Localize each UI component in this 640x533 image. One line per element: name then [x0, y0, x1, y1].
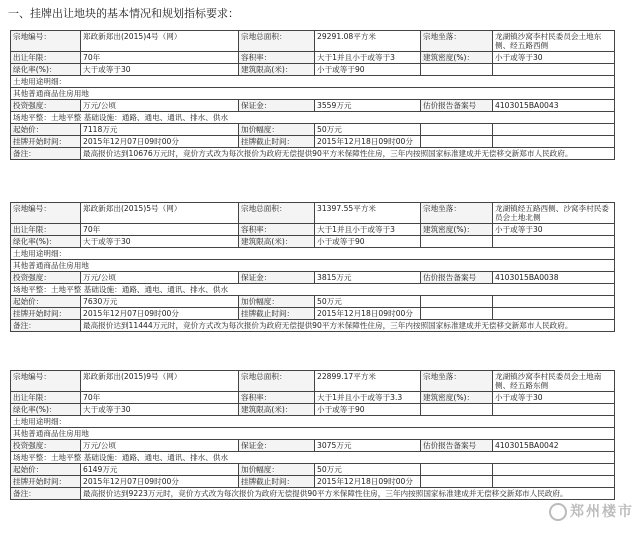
parcel-location: 龙湖镇沙窝李村民委员会土地东侧、经五路西侧 — [493, 31, 615, 52]
parcel-code: 郑政新郑出(2015)9号（网） — [81, 371, 239, 392]
density-label: 建筑密度(%)： — [421, 52, 493, 64]
row-leveling — [11, 112, 615, 124]
empty-cell — [421, 64, 493, 76]
listing-start-label: 挂牌开始时间： — [11, 476, 81, 488]
row-listing — [11, 136, 615, 148]
start-price-label: 起始价： — [11, 464, 81, 476]
appraisal-label: 估价报告备案号 — [421, 440, 493, 452]
parcel-deposit: 3815万元 — [315, 272, 421, 284]
height-label: 建筑限高(米)： — [239, 64, 315, 76]
row-use — [11, 428, 615, 440]
parcel-note: 最高报价达到10676万元时，竞价方式改为每次报价为政府无偿提供90平方米保障性住房，三年内按照国家标准建成并无偿移交新郑市人民政府。 — [81, 148, 615, 160]
parcel-height: 小于或等于90 — [315, 64, 421, 76]
row-use-detail — [11, 416, 615, 428]
invest-label: 投资强度： — [11, 272, 81, 284]
parcel-density: 小于或等于30 — [493, 52, 615, 64]
parcel-term: 70年 — [81, 224, 239, 236]
parcel-listing-start: 2015年12月07日09时00分 — [81, 308, 239, 320]
parcel-appraisal: 4103015BA0038 — [493, 272, 615, 284]
far-label: 容积率： — [239, 224, 315, 236]
listing-end-label: 挂牌截止时间： — [239, 308, 315, 320]
area-label: 宗地总面积： — [239, 371, 315, 392]
parcel-green: 大于或等于30 — [81, 236, 239, 248]
empty-cell — [421, 404, 493, 416]
invest-label: 投资强度： — [11, 440, 81, 452]
parcel-increment: 50万元 — [315, 464, 421, 476]
parcel-deposit: 3559万元 — [315, 100, 421, 112]
listing-end-label: 挂牌截止时间： — [239, 136, 315, 148]
listing-start-label: 挂牌开始时间： — [11, 136, 81, 148]
empty-cell — [493, 136, 615, 148]
empty-cell — [493, 124, 615, 136]
appraisal-label: 估价报告备案号 — [421, 100, 493, 112]
land-use: 其他普通商品住房用地 — [11, 428, 615, 440]
empty-cell — [493, 308, 615, 320]
empty-cell — [421, 308, 493, 320]
parcel-listing-start: 2015年12月07日09时00分 — [81, 136, 239, 148]
row-price — [11, 124, 615, 136]
area-label: 宗地总面积： — [239, 31, 315, 52]
increment-label: 加价幅度： — [239, 296, 315, 308]
row-green — [11, 64, 615, 76]
row-use-detail — [11, 76, 615, 88]
parcel-table — [10, 370, 615, 500]
deposit-label: 保证金： — [239, 100, 315, 112]
parcel-term: 70年 — [81, 52, 239, 64]
row-listing — [11, 308, 615, 320]
site-leveling: 场地平整：土地平整 基础设施：通路、通电、通讯、排水、供水 — [11, 452, 615, 464]
code-label: 宗地编号： — [11, 203, 81, 224]
green-label: 绿化率(%)： — [11, 64, 81, 76]
parcel-green: 大于或等于30 — [81, 64, 239, 76]
area-label: 宗地总面积： — [239, 203, 315, 224]
location-label: 宗地坐落： — [421, 371, 493, 392]
use-detail-label: 土地用途明细： — [11, 76, 615, 88]
empty-cell — [421, 124, 493, 136]
term-label: 出让年限： — [11, 52, 81, 64]
appraisal-label: 估价报告备案号 — [421, 272, 493, 284]
parcel-increment: 50万元 — [315, 296, 421, 308]
green-label: 绿化率(%)： — [11, 236, 81, 248]
site-leveling: 场地平整：土地平整 基础设施：通路、通电、通讯、排水、供水 — [11, 112, 615, 124]
density-label: 建筑密度(%)： — [421, 224, 493, 236]
increment-label: 加价幅度： — [239, 124, 315, 136]
parcel-height: 小于或等于90 — [315, 236, 421, 248]
note-label: 备注： — [11, 148, 81, 160]
row-note — [11, 148, 615, 160]
empty-cell — [421, 476, 493, 488]
row-term — [11, 52, 615, 64]
empty-cell — [493, 64, 615, 76]
parcel-height: 小于或等于90 — [315, 404, 421, 416]
land-use: 其他普通商品住房用地 — [11, 260, 615, 272]
green-label: 绿化率(%)： — [11, 404, 81, 416]
term-label: 出让年限： — [11, 392, 81, 404]
row-use — [11, 260, 615, 272]
density-label: 建筑密度(%)： — [421, 392, 493, 404]
parcel-code: 郑政新郑出(2015)5号（网） — [81, 203, 239, 224]
parcel-far: 大于1并且小于或等于3.3 — [315, 392, 421, 404]
parcel-listing-end: 2015年12月18日09时00分 — [315, 476, 421, 488]
use-detail-label: 土地用途明细： — [11, 416, 615, 428]
row-invest — [11, 100, 615, 112]
row-basic — [11, 371, 615, 392]
parcel-listing-start: 2015年12月07日09时00分 — [81, 476, 239, 488]
parcel-area: 29291.08平方米 — [315, 31, 421, 52]
note-label: 备注： — [11, 488, 81, 500]
row-term — [11, 392, 615, 404]
parcel-far: 大于1并且小于或等于3 — [315, 52, 421, 64]
start-price-label: 起始价： — [11, 296, 81, 308]
row-invest — [11, 272, 615, 284]
parcel-green: 大于或等于30 — [81, 404, 239, 416]
parcel-listing-end: 2015年12月18日09时00分 — [315, 308, 421, 320]
far-label: 容积率： — [239, 392, 315, 404]
term-label: 出让年限： — [11, 224, 81, 236]
empty-cell — [421, 236, 493, 248]
empty-cell — [421, 296, 493, 308]
row-use — [11, 88, 615, 100]
deposit-label: 保证金： — [239, 272, 315, 284]
parcel-location: 龙湖镇经五路西侧、沙窝李村民委员会土地北侧 — [493, 203, 615, 224]
listing-start-label: 挂牌开始时间： — [11, 308, 81, 320]
listing-end-label: 挂牌截止时间： — [239, 476, 315, 488]
section-heading: 一、挂牌出让地块的基本情况和规划指标要求： — [8, 7, 239, 20]
empty-cell — [493, 476, 615, 488]
parcel-appraisal: 4103015BA0042 — [493, 440, 615, 452]
watermark — [549, 501, 634, 521]
parcel-location: 龙湖镇沙窝李村民委员会土地南侧、经五路东侧 — [493, 371, 615, 392]
parcel-start-price: 6149万元 — [81, 464, 239, 476]
parcel-far: 大于1并且小于或等于3 — [315, 224, 421, 236]
row-price — [11, 296, 615, 308]
location-label: 宗地坐落： — [421, 31, 493, 52]
wechat-icon — [549, 503, 567, 521]
parcel-invest: 万元/公顷 — [81, 440, 239, 452]
parcel-code: 郑政新郑出(2015)4号（网） — [81, 31, 239, 52]
invest-label: 投资强度： — [11, 100, 81, 112]
row-use-detail — [11, 248, 615, 260]
parcel-density: 小于或等于30 — [493, 224, 615, 236]
use-detail-label: 土地用途明细： — [11, 248, 615, 260]
parcel-appraisal: 4103015BA0043 — [493, 100, 615, 112]
parcel-note: 最高报价达到9223万元时，竞价方式改为每次报价为政府无偿提供90平方米保障性住房，三年内按照国家标准建成并无偿移交新郑市人民政府。 — [81, 488, 615, 500]
empty-cell — [421, 136, 493, 148]
height-label: 建筑限高(米)： — [239, 404, 315, 416]
row-green — [11, 236, 615, 248]
far-label: 容积率： — [239, 52, 315, 64]
row-green — [11, 404, 615, 416]
start-price-label: 起始价： — [11, 124, 81, 136]
deposit-label: 保证金： — [239, 440, 315, 452]
location-label: 宗地坐落： — [421, 203, 493, 224]
row-leveling — [11, 452, 615, 464]
watermark-text: 郑州楼市 — [570, 504, 634, 520]
parcel-note: 最高报价达到11444万元时，竞价方式改为每次报价为政府无偿提供90平方米保障性住房，三年内按照国家标准建成并无偿移交新郑市人民政府。 — [81, 320, 615, 332]
parcel-area: 31397.55平方米 — [315, 203, 421, 224]
empty-cell — [493, 296, 615, 308]
row-term — [11, 224, 615, 236]
empty-cell — [493, 464, 615, 476]
empty-cell — [493, 404, 615, 416]
row-leveling — [11, 284, 615, 296]
note-label: 备注： — [11, 320, 81, 332]
parcel-invest: 万元/公顷 — [81, 272, 239, 284]
parcel-invest: 万元/公顷 — [81, 100, 239, 112]
parcel-table — [10, 202, 615, 332]
parcel-term: 70年 — [81, 392, 239, 404]
land-use: 其他普通商品住房用地 — [11, 88, 615, 100]
parcel-listing-end: 2015年12月18日09时00分 — [315, 136, 421, 148]
parcel-density: 小于或等于30 — [493, 392, 615, 404]
row-invest — [11, 440, 615, 452]
site-leveling: 场地平整：土地平整 基础设施：通路、通电、通讯、排水、供水 — [11, 284, 615, 296]
row-note — [11, 488, 615, 500]
row-note — [11, 320, 615, 332]
parcel-table — [10, 30, 615, 160]
parcel-start-price: 7118万元 — [81, 124, 239, 136]
code-label: 宗地编号： — [11, 371, 81, 392]
parcel-start-price: 7630万元 — [81, 296, 239, 308]
row-basic — [11, 203, 615, 224]
row-price — [11, 464, 615, 476]
empty-cell — [493, 236, 615, 248]
row-listing — [11, 476, 615, 488]
increment-label: 加价幅度： — [239, 464, 315, 476]
empty-cell — [421, 464, 493, 476]
row-basic — [11, 31, 615, 52]
parcel-increment: 50万元 — [315, 124, 421, 136]
code-label: 宗地编号： — [11, 31, 81, 52]
parcel-area: 22899.17平方米 — [315, 371, 421, 392]
parcel-deposit: 3075万元 — [315, 440, 421, 452]
height-label: 建筑限高(米)： — [239, 236, 315, 248]
